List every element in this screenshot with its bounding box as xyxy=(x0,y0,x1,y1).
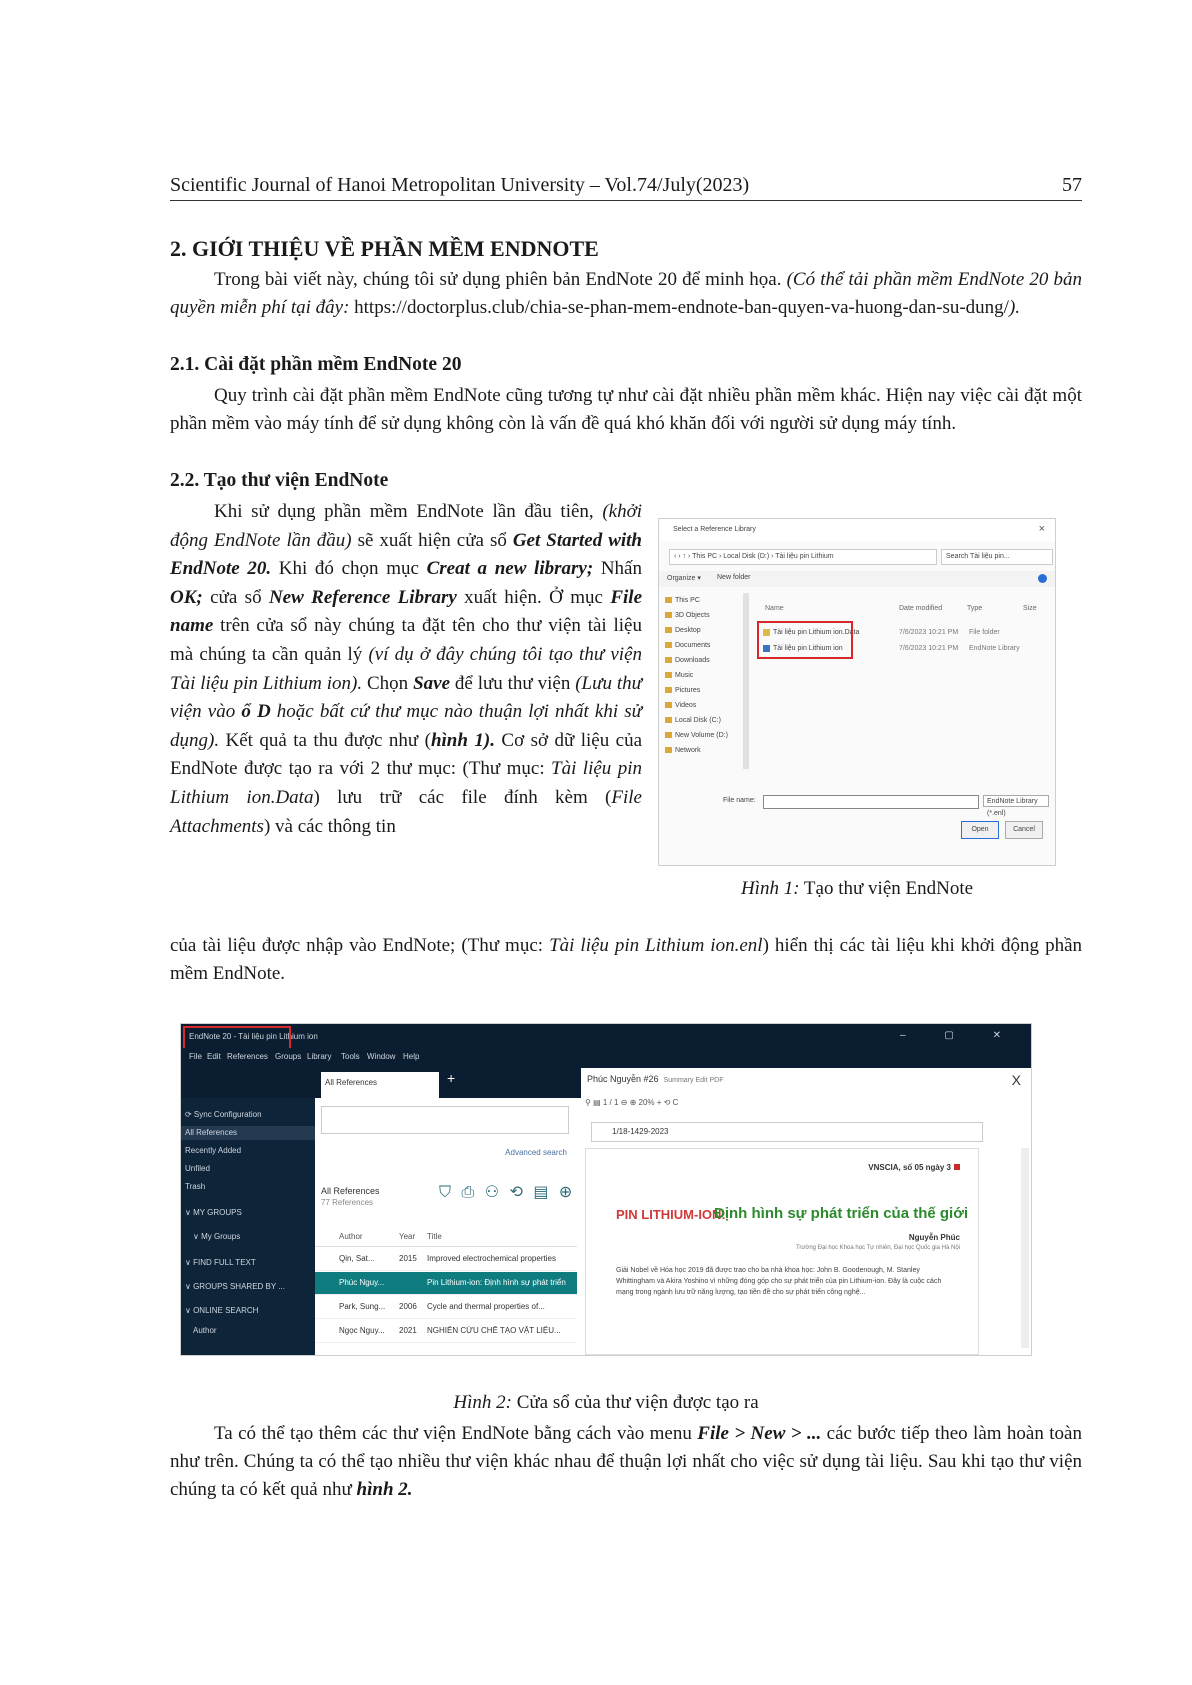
subsection-title-2-2: 2.2. Tạo thư viện EndNote xyxy=(170,470,389,491)
nav-item[interactable]: Videos xyxy=(663,698,741,713)
dialog-titlebar xyxy=(659,519,1055,541)
file-type: EndNote Library xyxy=(969,645,1020,652)
nav-item[interactable]: Music xyxy=(663,668,741,683)
menu-library[interactable]: Library xyxy=(307,1052,332,1061)
table-row[interactable]: Park, Sung... 2006 Cycle and thermal properties of... xyxy=(315,1296,577,1319)
pdf-affiliation: Trường Đại học Khoa học Tự nhiên, Đại học Quốc gia Hà Nội xyxy=(795,1245,960,1251)
page-number: 57 xyxy=(1062,174,1082,196)
table-row[interactable]: Ngọc Nguy... 2021 NGHIÊN CỨU CHẾ TẠO VẬT LIỆU... xyxy=(315,1320,577,1343)
menu-help[interactable]: Help xyxy=(403,1052,420,1061)
reference-panel-title: Phúc Nguyễn #26 Summary Edit PDF xyxy=(587,1074,724,1084)
menu-groups[interactable]: Groups xyxy=(275,1052,302,1061)
nav-scrollbar[interactable] xyxy=(743,593,749,769)
journal-title: Scientific Journal of Hanoi Metropolitan University – Vol.74/July(2023) xyxy=(170,174,750,196)
nav-item[interactable]: This PC xyxy=(663,593,741,608)
pdf-viewer[interactable] xyxy=(585,1148,979,1355)
sidebar-item-recently-added[interactable]: Recently Added xyxy=(185,1146,242,1155)
file-item-data-folder[interactable]: Tài liệu pin Lithium ion.Data xyxy=(763,627,859,639)
cancel-button[interactable]: Cancel xyxy=(1005,821,1043,839)
sidebar-item-trash[interactable]: Trash xyxy=(185,1182,206,1191)
pdf-source-label: VNSCIA, số 05 ngày 3 xyxy=(868,1163,960,1172)
nav-item[interactable]: Documents xyxy=(663,638,741,653)
nav-item[interactable]: Local Disk (C:) xyxy=(663,713,741,728)
new-tab-icon[interactable]: + xyxy=(447,1070,456,1086)
close-icon[interactable]: X xyxy=(1011,1072,1021,1088)
table-row[interactable]: Qin, Sat... 2015 Improved electrochemical properties xyxy=(315,1248,577,1271)
sidebar-group-online-search[interactable]: ∨ ONLINE SEARCH xyxy=(185,1306,259,1315)
highlight-box xyxy=(757,621,853,659)
dialog-toolbar xyxy=(659,571,1055,587)
menu-edit[interactable]: Edit xyxy=(207,1052,221,1061)
help-icon[interactable] xyxy=(1038,574,1047,583)
sidebar-item-all-references[interactable]: All References xyxy=(181,1126,315,1140)
list-toolbar-icons[interactable]: ⛉ ⎙ ⚇ ⟲ ▤ ⊕ xyxy=(439,1184,576,1201)
file-item-enl[interactable]: Tài liệu pin Lithium ion xyxy=(763,643,843,655)
pdf-heading-green: Định hình sự phát triển của thế giới xyxy=(714,1205,969,1222)
col-year[interactable]: Year xyxy=(399,1232,416,1241)
pdf-scrollbar[interactable] xyxy=(1021,1148,1029,1348)
install-paragraph: Quy trình cài đặt phần mềm EndNote cũng tương tự như cài đặt nhiều phần mềm khác. Hiện nay việc cài đặt một phần mềm vào máy tính để sử dụng không còn là vấn đề quá khó khăn đối với người sử dụng máy tính. xyxy=(170,385,1082,434)
address-bar[interactable]: ‹ › ↑ › This PC › Local Disk (D:) › Tài liệu pin Lithium xyxy=(669,549,937,565)
col-name[interactable]: Name xyxy=(765,605,784,612)
col-date[interactable]: Date modified xyxy=(899,605,943,612)
library-paragraph-cont: của tài liệu được nhập vào EndNote; (Thư mục: Tài liệu pin Lithium ion.enl) hiển thị các tài liệu khi khởi động phần mềm EndNote. xyxy=(170,935,1082,984)
nav-item[interactable]: Downloads xyxy=(663,653,741,668)
pdf-toolbar[interactable]: ⚲ ▤ 1 / 1 ⊖ ⊕ 20% + ⟲ C xyxy=(585,1098,679,1107)
sidebar-group-shared[interactable]: ∨ GROUPS SHARED BY ... xyxy=(185,1282,285,1291)
subsection-title-2-1: 2.1. Cài đặt phần mềm EndNote 20 xyxy=(170,354,462,375)
col-author[interactable]: Author xyxy=(339,1232,363,1241)
window-titlebar xyxy=(181,1024,1031,1048)
sidebar-item-author[interactable]: Author xyxy=(193,1326,217,1335)
nav-item[interactable]: New Volume (D:) xyxy=(663,728,741,743)
sidebar-group-find-full-text[interactable]: ∨ FIND FULL TEXT xyxy=(185,1258,256,1267)
pdf-author: Nguyễn Phúc xyxy=(908,1233,960,1242)
advanced-search-link[interactable]: Advanced search xyxy=(505,1148,567,1157)
file-name-label: File name: xyxy=(723,797,756,804)
dialog-title: Select a Reference Library xyxy=(673,526,756,533)
doi-field[interactable]: 1/18-1429-2023 xyxy=(591,1122,983,1142)
figure-2-endnote-window xyxy=(180,1023,1032,1356)
organize-button[interactable]: Organize ▾ xyxy=(667,575,701,582)
col-type[interactable]: Type xyxy=(967,605,983,612)
reference-count: 77 References xyxy=(321,1198,374,1207)
closing-paragraph: Ta có thể tạo thêm các thư viện EndNote bằng cách vào menu File > New > ... các bước tiếp theo làm hoàn toàn như trên. Chúng ta có thể tạo nhiều thư viện khác nhau để thuận lợi nhất cho việc sử dụng tài liệu. Sau khi tạo thư viện chúng ta có kết quả như hình 2. xyxy=(170,1423,1082,1500)
running-header xyxy=(170,174,1082,201)
close-icon[interactable]: × xyxy=(1038,523,1045,535)
new-folder-button[interactable]: New folder xyxy=(717,574,751,581)
file-type: File folder xyxy=(969,629,1000,636)
nav-item[interactable]: 3D Objects xyxy=(663,608,741,623)
menu-tools[interactable]: Tools xyxy=(341,1052,360,1061)
list-header xyxy=(315,1228,577,1247)
open-button[interactable]: Open xyxy=(961,821,999,839)
library-sidebar xyxy=(181,1098,315,1355)
reference-list-pane xyxy=(315,1098,577,1355)
figure-1-caption: Hình 1: Tạo thư viện EndNote xyxy=(740,878,974,899)
tab-all-references[interactable]: All References xyxy=(321,1072,439,1098)
navigation-pane xyxy=(663,593,741,769)
sidebar-item-my-groups[interactable]: ∨ My Groups xyxy=(193,1232,241,1241)
sidebar-item-unfiled[interactable]: Unfiled xyxy=(185,1164,210,1173)
quick-search-input[interactable] xyxy=(321,1106,569,1134)
file-date: 7/6/2023 10:21 PM xyxy=(899,629,959,636)
file-list-header xyxy=(757,605,1047,617)
reference-panel xyxy=(581,1068,1031,1355)
window-title: EndNote 20 - Tài liệu pin Lithium ion xyxy=(189,1032,318,1041)
col-title[interactable]: Title xyxy=(427,1232,442,1241)
intro-paragraph: Trong bài viết này, chúng tôi sử dụng phiên bản EndNote 20 để minh họa. (Có thể tải phần mềm EndNote 20 bản quyền miễn phí tại đây: https://doctorplus.club/chia-se-phan-mem-endnote-ban-quyen-va-huong-dan-su-dung/). xyxy=(170,269,1082,318)
search-input[interactable]: Search Tài liệu pin... xyxy=(941,549,1053,565)
sidebar-item-sync[interactable]: ⟳ Sync Configuration xyxy=(185,1110,262,1119)
file-date: 7/6/2023 10:21 PM xyxy=(899,645,959,652)
sidebar-group-my-groups[interactable]: ∨ MY GROUPS xyxy=(185,1208,242,1217)
pdf-body-text: Giải Nobel về Hóa học 2019 đã được trao cho ba nhà khoa học: John B. Goodenough, M. Stanley Whittingham và Akira Yoshino vì những đóng góp cho sự phát triển của pin Lithium-ion. Đây là cuộc cách mạng trong ngành lưu trữ năng lượng, tạo tiền đề cho sự phát triển công nghệ... xyxy=(616,1267,942,1296)
menu-window[interactable]: Window xyxy=(367,1052,396,1061)
library-paragraph: Khi sử dụng phần mềm EndNote lần đầu tiên, (khởi động EndNote lần đầu) sẽ xuất hiện cửa sổ Get Started with EndNote 20. Khi đó chọn mục Creat a new library; Nhấn OK; cửa sổ New Reference Library xuất hiện. Ở mục File name trên cửa sổ này chúng ta đặt tên cho thư viện tài liệu mà chúng ta cần quản lý (ví dụ ở đây chúng tôi tạo thư viện Tài liệu pin Lithium ion). Chọn Save để lưu thư viện (Lưu thư viện vào ổ D hoặc bất cứ thư mục nào thuận lợi nhất khi sử dụng). Kết quả ta thu được như (hình 1). Cơ sở dữ liệu của EndNote được tạo ra với 2 thư mục: (Thư mục: Tài liệu pin Lithium ion.Data) lưu trữ các file đính kèm (File Attachments) và các thông tin xyxy=(170,501,643,837)
table-row-selected[interactable]: Phúc Nguy... Pin Lithium-ion: Định hình sự phát triển xyxy=(315,1272,577,1295)
figure-2-caption: Hình 2: Cửa sổ của thư viện được tạo ra xyxy=(453,1392,759,1413)
window-controls[interactable]: – ▢ ✕ xyxy=(900,1030,1019,1041)
file-name-input[interactable] xyxy=(763,795,979,809)
menu-file[interactable]: File xyxy=(189,1052,202,1061)
nav-item[interactable]: Network xyxy=(663,743,741,758)
pdf-heading-red: PIN LITHIUM-ION: xyxy=(616,1207,726,1222)
menu-references[interactable]: References xyxy=(227,1052,268,1061)
section-title: 2. GIỚI THIỆU VỀ PHẦN MỀM ENDNOTE xyxy=(170,236,599,261)
nav-item[interactable]: Desktop xyxy=(663,623,741,638)
figure-1-save-dialog xyxy=(658,518,1056,866)
menu-bar xyxy=(181,1048,1031,1068)
nav-item[interactable]: Pictures xyxy=(663,683,741,698)
col-size[interactable]: Size xyxy=(1023,605,1037,612)
list-title: All References xyxy=(321,1186,380,1196)
file-type-select[interactable]: EndNote Library (*.enl) xyxy=(983,795,1049,807)
